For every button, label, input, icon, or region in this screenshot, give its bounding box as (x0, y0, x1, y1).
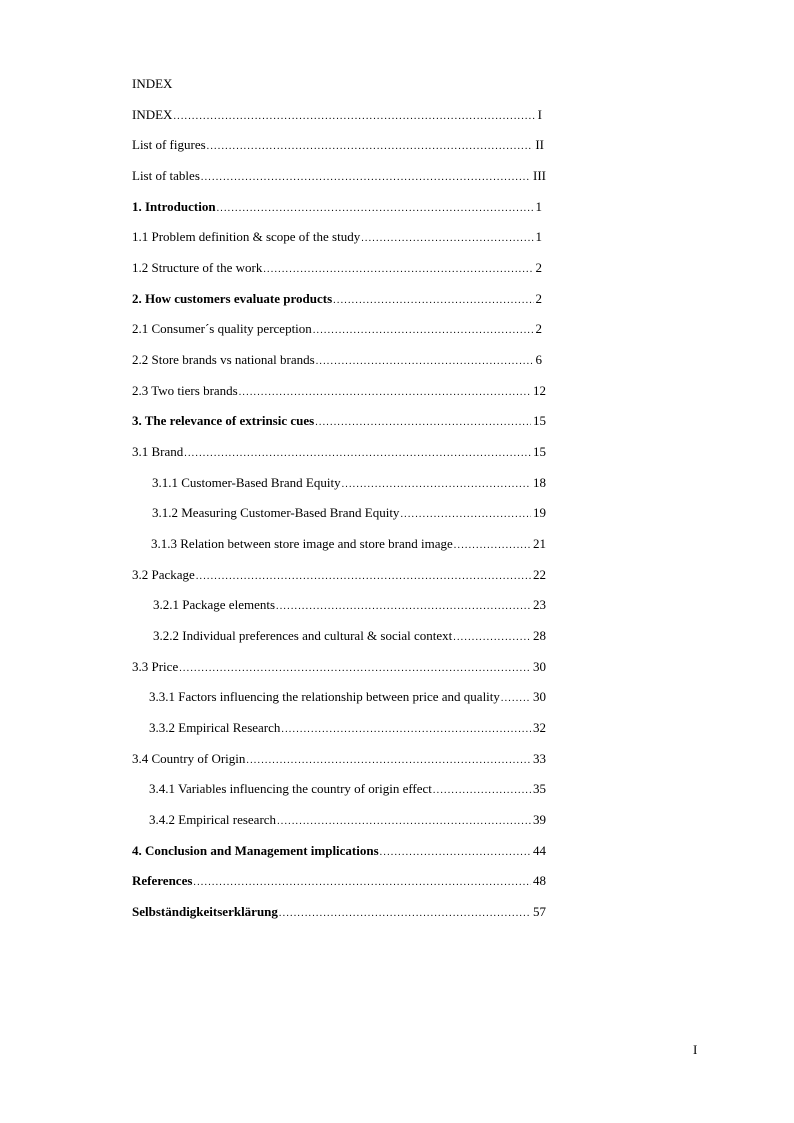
toc-entry-page: 44 (533, 843, 546, 858)
toc-entry-page: 30 (533, 659, 546, 674)
toc-entry[interactable] (132, 321, 542, 337)
toc-entry-page: 48 (533, 873, 546, 888)
toc-entry[interactable] (151, 536, 546, 552)
dot-leader (172, 109, 535, 125)
toc-entry-page: 22 (533, 567, 546, 582)
toc-entry-label: 2. How customers evaluate products (132, 291, 333, 306)
toc-entry-label: 3.3.2 Empirical Research (149, 720, 281, 735)
dot-leader (332, 293, 533, 309)
toc-entry-label: 4. Conclusion and Management implications (132, 843, 379, 858)
toc-entry[interactable] (132, 843, 546, 859)
dot-leader (314, 415, 531, 431)
dot-leader (195, 569, 531, 585)
toc-entry-label: INDEX (132, 107, 173, 122)
toc-entry-label: 3.2.1 Package elements (153, 597, 276, 612)
toc-entry-page: 33 (533, 751, 546, 766)
toc-entry[interactable] (132, 567, 546, 583)
toc-entry-label: List of tables (132, 168, 200, 183)
toc-entry[interactable] (149, 689, 546, 705)
toc-entry-page: 57 (533, 904, 546, 919)
dot-leader (276, 814, 531, 830)
toc-entry[interactable] (152, 475, 546, 491)
toc-entry-label: 3.1.1 Customer-Based Brand Equity (152, 475, 341, 490)
toc-entry-page: 2 (535, 291, 542, 306)
toc-entry[interactable] (132, 107, 542, 123)
dot-leader (200, 170, 531, 186)
toc-entry[interactable] (149, 720, 546, 736)
toc-entry-label: 2.2 Store brands vs national brands (132, 352, 315, 367)
toc-entry[interactable] (132, 168, 546, 184)
toc-entry-page: III (533, 168, 546, 183)
toc-entry[interactable] (132, 444, 546, 460)
page-number: I (693, 1042, 698, 1057)
toc-entry-page: 6 (535, 352, 542, 367)
toc-entry-label: 1. Introduction (132, 199, 216, 214)
toc-entry-page: 28 (533, 628, 546, 643)
toc-entry[interactable] (132, 291, 542, 307)
toc-entry-label: 3.4 Country of Origin (132, 751, 246, 766)
toc-entry[interactable] (132, 260, 542, 276)
dot-leader (500, 691, 531, 707)
toc-entry-page: 12 (533, 383, 546, 398)
toc-entry-page: I (537, 107, 542, 122)
toc-entry-page: 35 (533, 781, 546, 796)
index-heading: INDEX (132, 76, 173, 91)
dot-leader (238, 385, 531, 401)
toc-entry-page: 2 (535, 260, 542, 275)
toc-entry-page: II (535, 137, 544, 152)
dot-leader (360, 231, 533, 247)
dot-leader (178, 661, 531, 677)
dot-leader (275, 599, 531, 615)
toc-entry[interactable] (132, 229, 542, 245)
toc-entry-page: 30 (533, 689, 546, 704)
dot-leader (379, 845, 531, 861)
toc-entry-label: 1.1 Problem definition & scope of the study (132, 229, 361, 244)
dot-leader (315, 354, 534, 370)
toc-entry-label: 3.2 Package (132, 567, 195, 582)
toc-entry[interactable] (132, 904, 546, 920)
dot-leader (206, 139, 534, 155)
dot-leader (245, 753, 531, 769)
toc-entry[interactable] (132, 751, 546, 767)
dot-leader (399, 507, 531, 523)
dot-leader (262, 262, 533, 278)
dot-leader (312, 323, 534, 339)
toc-entry-label: 3. The relevance of extrinsic cues (132, 413, 315, 428)
toc-entry-page: 15 (533, 444, 546, 459)
toc-entry-page: 2 (535, 321, 542, 336)
toc-entry-label: 3.1.3 Relation between store image and store brand image (151, 536, 453, 551)
toc-entry-page: 21 (533, 536, 546, 551)
toc-entry[interactable] (132, 413, 546, 429)
toc-entry-label: 3.2.2 Individual preferences and cultural & social context (153, 628, 453, 643)
toc-entry[interactable] (132, 659, 546, 675)
toc-entry[interactable] (149, 781, 546, 797)
toc-entry[interactable] (153, 597, 546, 613)
toc-entry-label: 3.1 Brand (132, 444, 184, 459)
toc-entry-label: 3.3.1 Factors influencing the relationship between price and quality (149, 689, 500, 704)
toc-entry-page: 18 (533, 475, 546, 490)
toc-entry[interactable] (132, 383, 546, 399)
toc-entry-page: 39 (533, 812, 546, 827)
dot-leader (341, 477, 531, 493)
toc-entry-page: 1 (535, 229, 542, 244)
toc-entry[interactable] (149, 812, 546, 828)
toc-entry[interactable] (153, 628, 546, 644)
toc-entry-label: References (132, 873, 193, 888)
toc-entry-label: 3.3 Price (132, 659, 179, 674)
dot-leader (432, 783, 531, 799)
dot-leader (278, 906, 531, 922)
toc-entry-label: Selbständigkeitserklärung (132, 904, 278, 919)
toc-entry-page: 23 (533, 597, 546, 612)
toc-entry-label: 3.4.1 Variables influencing the country of origin effect (149, 781, 432, 796)
dot-leader (192, 875, 531, 891)
dot-leader (280, 722, 531, 738)
toc-entry[interactable] (132, 137, 544, 153)
toc-entry-page: 32 (533, 720, 546, 735)
toc-entry[interactable] (132, 873, 546, 889)
dot-leader (216, 201, 534, 217)
dot-leader (452, 630, 531, 646)
toc-entry[interactable] (132, 199, 542, 215)
toc-entry[interactable] (152, 505, 546, 521)
toc-entry-page: 15 (533, 413, 546, 428)
toc-entry-label: 3.1.2 Measuring Customer-Based Brand Equity (152, 505, 400, 520)
toc-entry[interactable] (132, 352, 542, 368)
toc-entry-label: 2.3 Two tiers brands (132, 383, 238, 398)
dot-leader (453, 538, 531, 554)
toc-entry-label: List of figures (132, 137, 206, 152)
toc-entry-label: 1.2 Structure of the work (132, 260, 263, 275)
toc-entry-page: 1 (535, 199, 542, 214)
toc-entry-label: 2.1 Consumer´s quality perception (132, 321, 312, 336)
dot-leader (183, 446, 531, 462)
toc-entry-label: 3.4.2 Empirical research (149, 812, 277, 827)
toc-entry-page: 19 (533, 505, 546, 520)
